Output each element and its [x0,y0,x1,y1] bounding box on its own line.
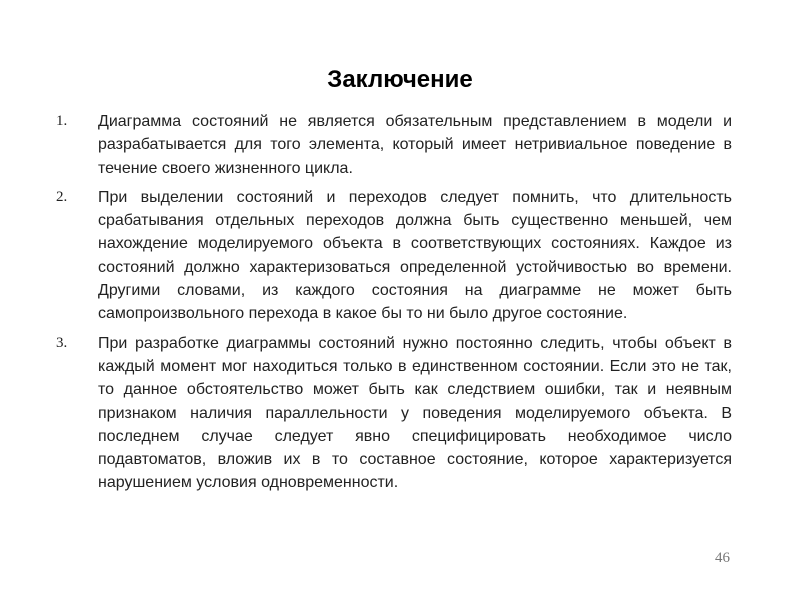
conclusion-list [56,110,732,501]
list-item-number: 2. [56,188,68,205]
list-item [56,186,732,326]
list-item-text: Диаграмма состояний не является обязательным представлением в модели и разрабатывается для того элемента, который имеет нетривиальное поведение в течение своего жизненного цикла. [98,113,732,177]
list-item [56,110,732,180]
page-number: 46 [715,550,730,566]
list-item-number: 1. [56,113,68,129]
slide-title: Заключение [327,66,473,93]
list-item-text: При разработке диаграммы состояний нужно постоянно следить, чтобы объект в каждый момент мог находиться только в единственном состоянии. Если это не так, то данное обстоятельство может быть как следствием ошибки, так и неявным признаком наличия параллельности у поведения моделируемого объекта. В последнем случае следует явно специфицировать необходимое число подавтоматов, вложив их в то составное состояние, которое характеризуется нарушением условия одновременности. [98,334,732,492]
list-item-text: При выделении состояний и переходов следует помнить, что длительность срабатывания отдельных переходов должна быть существенно меньшей, чем нахождение моделируемого объекта в соответствующих состояниях. Каждое из состояний должно характеризоваться определенной устойчивостью во времени. Другими словами, из каждого состояния на диаграмме не может быть самопроизвольного перехода в какое бы то ни было другое состояние. [98,188,732,323]
list-item-number: 3. [56,334,68,351]
list-item [56,332,732,495]
